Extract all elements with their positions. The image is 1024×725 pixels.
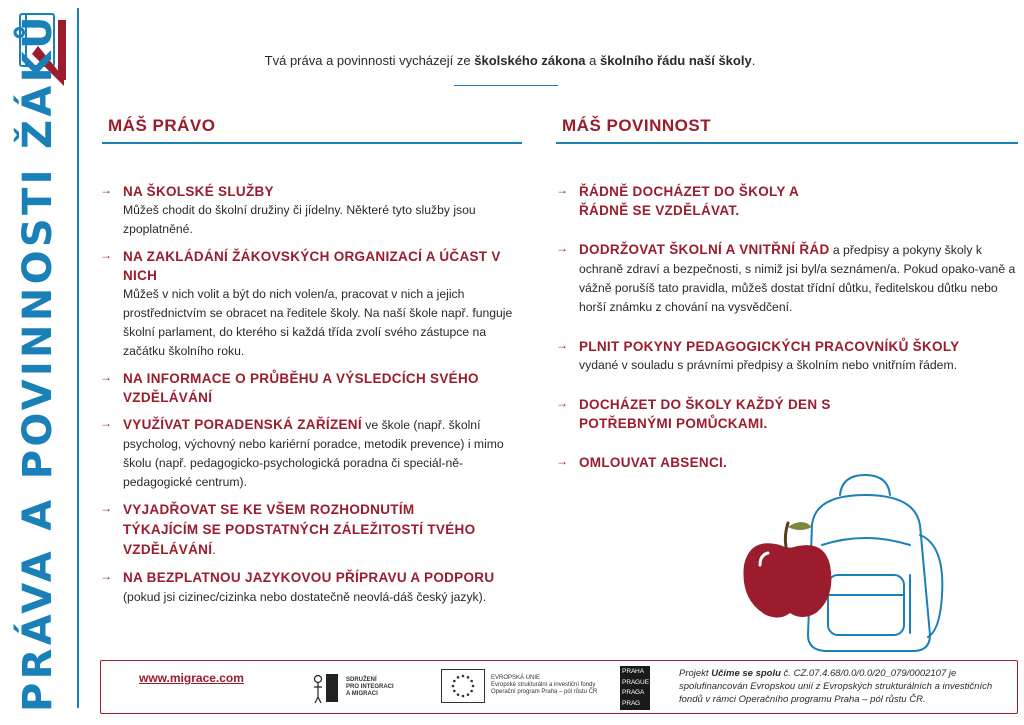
duties-list — [556, 182, 1016, 472]
praha-logo-text: G — [635, 699, 641, 707]
intro-divider — [454, 85, 558, 86]
eu-logo-line: Evropské strukturální a investiční fondy — [491, 682, 596, 688]
vertical-title: PRÁVA A POVINNOSTI ŽÁKŮ — [15, 13, 61, 712]
praha-logo-text: PRA — [622, 678, 636, 686]
person-icon — [306, 671, 340, 705]
rights-item-title: NA ZAKLÁDÁNÍ ŽÁKOVSKÝCH ORGANIZACÍ A ÚČAST V NICH — [123, 249, 501, 283]
duties-item — [556, 240, 1016, 317]
eu-star-icon — [453, 690, 456, 693]
duties-heading-rule — [556, 142, 1018, 144]
duties-item-title: DODRŽOVAT ŠKOLNÍ A VNITŘNÍ ŘÁD — [579, 242, 830, 257]
vertical-title-area — [0, 0, 80, 725]
duties-item-title: DOCHÁZET DO ŠKOLY KAŽDÝ DEN S POTŘEBNÝMI POMŮCKAMI. — [579, 397, 831, 431]
praha-logo-text: GUE — [635, 678, 650, 686]
rights-heading: MÁŠ PRÁVO — [108, 116, 216, 135]
eu-star-icon — [467, 676, 470, 679]
duties-item-text: vydané v souladu s právními předpisy a školním nebo vnitřním řádem. — [579, 358, 957, 372]
rights-heading-rule — [102, 142, 522, 144]
rights-item-text: Můžeš chodit do školní družiny či jídelny. Některé tyto služby jsou zpoplatněné. — [123, 203, 476, 236]
duties-item-text: a předpisy a pokyny školy k ochraně zdraví a bezpečnosti, s nimiž jsi byl/a seznámen/a. Pokud opako-vaně a vážně porušíš tato pravidla, můžeš dostat třídní důtku, ředitelskou důtku nebo horší známku z chování na vysvědčení. — [579, 243, 1016, 314]
arrow-icon: → — [556, 454, 568, 468]
eu-logo-line: EVROPSKÁ UNIE — [491, 675, 541, 681]
intro-part: . — [751, 53, 756, 68]
eu-star-icon — [467, 693, 470, 696]
arrow-icon: → — [100, 183, 112, 197]
duties-item — [556, 337, 1016, 375]
eu-star-icon — [462, 695, 465, 698]
arrow-icon: → — [556, 338, 568, 352]
eu-star-icon — [462, 675, 465, 678]
arrow-icon: → — [556, 241, 568, 255]
eu-star-icon — [452, 685, 455, 688]
rights-item — [100, 247, 520, 361]
rights-item — [100, 500, 520, 560]
duties-item-title: ŘÁDNĚ DOCHÁZET DO ŠKOLY A ŘÁDNĚ SE VZDĚLÁVAT. — [579, 184, 799, 218]
praha-logo-text: PRA — [622, 668, 636, 675]
rights-item — [100, 182, 520, 239]
eu-star-icon — [472, 685, 475, 688]
eu-star-icon — [457, 676, 460, 679]
duties-item-title: OMLOUVAT ABSENCI. — [579, 455, 728, 470]
praha-logo-text: PRA — [622, 699, 636, 707]
intro-text — [110, 53, 910, 68]
arrow-icon: → — [556, 396, 568, 410]
eu-star-icon — [457, 693, 460, 696]
project-text: č. CZ.07.4.68/0.0/0.0/20_079/0002107 — [780, 668, 947, 679]
rights-item — [100, 369, 520, 407]
rights-item-title: VYJADŘOVAT SE KE VŠEM ROZHODNUTÍM TÝKAJÍCÍM SE PODSTATNÝCH ZÁLEŽITOSTÍ TVÉHO VZDĚLÁVÁNÍ — [123, 502, 476, 557]
project-info — [679, 667, 1015, 706]
arrow-icon: → — [100, 501, 112, 515]
praha-logo — [620, 666, 650, 710]
project-name: Učíme se spolu — [711, 668, 781, 679]
rights-item-title: NA ŠKOLSKÉ SLUŽBY — [123, 184, 274, 199]
rights-item-title: NA INFORMACE O PRŮBĚHU A VÝSLEDCÍCH SVÉHO VZDĚLÁVÁNÍ — [123, 371, 479, 405]
praha-logo-text: GA — [635, 689, 645, 696]
rights-list — [100, 182, 520, 607]
rights-item-text: . — [212, 543, 216, 557]
eu-logo-line: Operační program Praha – pól růstu ČR — [491, 689, 598, 695]
apple-backpack-illustration — [730, 465, 950, 665]
duties-item-title: PLNIT POKYNY PEDAGOGICKÝCH PRACOVNÍKŮ ŠKOLY — [579, 339, 960, 354]
sim-logo-line: PRO INTEGRACI — [346, 684, 394, 690]
project-text: Projekt — [679, 668, 712, 679]
rights-item-title: NA BEZPLATNOU JAZYKOVOU PŘÍPRAVU A PODPORU — [123, 570, 495, 585]
rights-item — [100, 415, 520, 492]
website-link[interactable]: www.migrace.com — [139, 671, 244, 685]
rights-item — [100, 568, 520, 607]
eu-logo — [441, 669, 601, 705]
intro-part: Tvá práva a povinnosti vycházejí ze — [264, 53, 475, 68]
eu-star-icon — [453, 680, 456, 683]
eu-flag-icon — [441, 669, 485, 703]
rights-item-title: VYUŽÍVAT PORADENSKÁ ZAŘÍZENÍ — [123, 417, 362, 432]
project-text: je spolufinancován Evropskou unií z Evropských strukturálních a investičních fondů v rámci Operačního programu Praha – pól růstu ČR. — [679, 668, 993, 705]
praha-logo-text: HA — [635, 668, 645, 675]
rights-item-text: Můžeš v nich volit a být do nich volen/a, pracovat v nich a jejich prostřednictvím se obracet na ředitele školy. Na naší škole např. funguje školní parlament, do kterého si každá třída zvolí svého zástupce na začátku školního roku. — [123, 287, 513, 358]
duties-heading: MÁŠ POVINNOST — [562, 116, 712, 135]
rights-item-text: ve škole (např. školní psycholog, výchovný nebo kariérní poradce, metodik prevence) i mimo školu (např. pedagogicko-psychologická poradna či speciál-ně-pedagogické centrum). — [123, 418, 504, 489]
arrow-icon: → — [100, 416, 112, 430]
arrow-icon: → — [100, 569, 112, 583]
eu-star-icon — [470, 690, 473, 693]
sim-logo-line: SDRUŽENÍ — [346, 677, 377, 683]
intro-bold: školského zákona — [474, 53, 586, 68]
rights-item-text: (pokud jsi cizinec/cizinka nebo dostatečně neovlá-dáš český jazyk). — [123, 590, 487, 604]
eu-star-icon — [470, 680, 473, 683]
duties-item — [556, 182, 816, 220]
arrow-icon: → — [100, 370, 112, 384]
intro-bold: školního řádu naší školy — [599, 53, 752, 68]
footer — [100, 660, 1018, 714]
duties-item — [556, 395, 896, 433]
arrow-icon: → — [100, 248, 112, 262]
sim-logo — [306, 671, 436, 705]
sim-logo-line: A MIGRACI — [346, 691, 378, 697]
praha-logo-text: PRA — [622, 689, 636, 696]
arrow-icon: → — [556, 183, 568, 197]
vertical-divider — [77, 8, 79, 708]
intro-part: a — [585, 53, 600, 68]
